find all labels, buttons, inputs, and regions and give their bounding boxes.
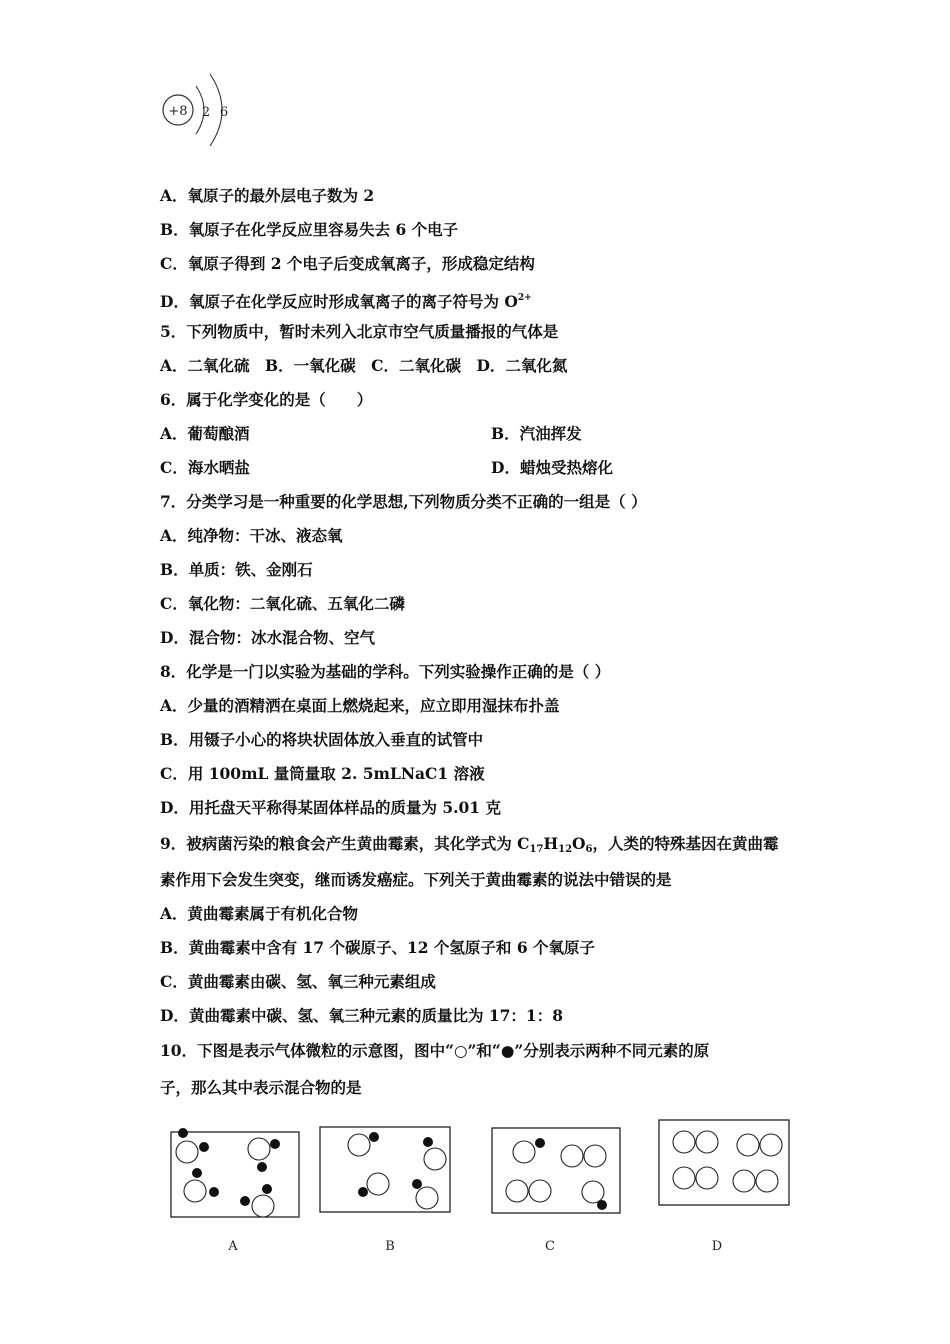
q9-option-a: A．黄曲霉素属于有机化合物 bbox=[160, 904, 359, 923]
diagram-a bbox=[171, 1128, 299, 1217]
q5-stem: 5．下列物质中，暂时未列入北京市空气质量播报的气体是 bbox=[160, 322, 559, 341]
atom-black bbox=[257, 1162, 267, 1172]
q4-option-d-text: D．氧原子在化学反应时形成氧离子的离子符号为 O bbox=[160, 292, 518, 311]
atom-black bbox=[199, 1142, 209, 1152]
atom-white bbox=[696, 1131, 718, 1153]
atom-black bbox=[178, 1128, 188, 1138]
q6-option-b: B．汽油挥发 bbox=[491, 424, 582, 443]
q5-options: A．二氧化硫 B．一氧化碳 C．二氧化碳 D．二氧化氮 bbox=[160, 356, 568, 375]
q9-option-b: B．黄曲霉素中含有 17 个碳原子、12 个氢原子和 6 个氧原子 bbox=[160, 938, 596, 957]
q9-stem-post: ，人类的特殊基因在黄曲霉 bbox=[592, 834, 779, 853]
q8-option-d: D．用托盘天平称得某固体样品的质量为 5.01 克 bbox=[160, 798, 501, 817]
q7-option-d: D．混合物：冰水混合物、空气 bbox=[160, 628, 375, 647]
q7-stem: 7．分类学习是一种重要的化学思想,下列物质分类不正确的一组是（ ） bbox=[160, 492, 647, 511]
q7-option-a: A．纯净物：干冰、液态氧 bbox=[160, 526, 343, 545]
atom-white bbox=[184, 1180, 206, 1202]
diagram-label-a: A bbox=[228, 1239, 238, 1254]
q8-stem: 8．化学是一门以实验为基础的学科。下列实验操作正确的是（ ） bbox=[160, 662, 611, 681]
atom-black bbox=[358, 1187, 368, 1197]
atom-black bbox=[423, 1137, 433, 1147]
q10-particle-diagrams bbox=[160, 1112, 810, 1262]
atom-white bbox=[416, 1187, 438, 1209]
atom-white bbox=[367, 1173, 389, 1195]
q9-stem-pre: 9．被病菌污染的粮食会产生黄曲霉素，其化学式为 C bbox=[160, 834, 530, 853]
atom-black bbox=[209, 1187, 219, 1197]
atom-white bbox=[506, 1180, 528, 1202]
diagram-label-b: B bbox=[385, 1239, 395, 1254]
atom-black bbox=[240, 1196, 250, 1206]
atom-black bbox=[262, 1184, 272, 1194]
q9-option-d: D．黄曲霉素中碳、氢、氧三种元素的质量比为 17：1：8 bbox=[160, 1006, 563, 1025]
atom-white bbox=[696, 1167, 718, 1189]
q10-stem-line1: 10．下图是表示气体微粒的示意图，图中“○”和“●”分别表示两种不同元素的原 bbox=[160, 1041, 710, 1060]
q4-option-d-sup: 2+ bbox=[517, 293, 532, 303]
q8-option-a: A．少量的酒精洒在桌面上燃烧起来，应立即用湿抹布扑盖 bbox=[160, 696, 560, 715]
q10-stem-line2: 子，那么其中表示混合物的是 bbox=[160, 1078, 362, 1097]
atom-white bbox=[348, 1134, 370, 1156]
q9-sub-12: 12 bbox=[558, 844, 573, 855]
atom-white bbox=[673, 1167, 695, 1189]
atom-black bbox=[535, 1138, 545, 1148]
q9-option-c: C．黄曲霉素由碳、氢、氧三种元素组成 bbox=[160, 972, 436, 991]
atom-white bbox=[737, 1134, 759, 1156]
diagram-label-d: D bbox=[711, 1239, 723, 1254]
atom-white bbox=[561, 1145, 583, 1167]
q6-option-a: A．葡萄酿酒 bbox=[160, 424, 250, 443]
oxygen-atom-diagram bbox=[160, 70, 250, 150]
shell1-electrons: 2 bbox=[201, 105, 211, 120]
atom-white bbox=[584, 1145, 606, 1167]
atom-black bbox=[270, 1139, 280, 1149]
atom-black bbox=[412, 1179, 422, 1189]
atom-white bbox=[513, 1141, 535, 1163]
atom-white bbox=[248, 1138, 270, 1160]
q7-option-b: B．单质：铁、金刚石 bbox=[160, 560, 313, 579]
diagram-b bbox=[320, 1127, 450, 1212]
q8-option-c: C．用 100mL 量筒量取 2. 5mLNaC1 溶液 bbox=[160, 764, 485, 783]
q4-option-a: A．氧原子的最外层电子数为 2 bbox=[160, 186, 375, 205]
shell2-electrons: 6 bbox=[219, 105, 229, 120]
q6-option-d: D．蜡烛受热熔化 bbox=[491, 458, 613, 477]
q9-sub-6: 6 bbox=[585, 844, 593, 855]
atom-black bbox=[597, 1200, 607, 1210]
q9-stem-line2: 素作用下会发生突变，继而诱发癌症。下列关于黄曲霉素的说法中错误的是 bbox=[160, 870, 672, 889]
q6-stem: 6．属于化学变化的是（ ） bbox=[160, 390, 373, 409]
atom-white bbox=[582, 1181, 604, 1203]
atom-white bbox=[176, 1141, 198, 1163]
atom-white bbox=[756, 1170, 778, 1192]
diagram-c bbox=[492, 1128, 620, 1213]
atom-white bbox=[673, 1131, 695, 1153]
q4-option-d bbox=[160, 288, 532, 312]
atom-white bbox=[252, 1195, 274, 1217]
q9-sub-17: 17 bbox=[529, 844, 544, 855]
atom-black bbox=[192, 1168, 202, 1178]
atom-white bbox=[760, 1134, 782, 1156]
q9-o: O bbox=[572, 834, 586, 853]
q4-option-c: C．氧原子得到 2 个电子后变成氧离子，形成稳定结构 bbox=[160, 254, 535, 273]
q4-option-b: B．氧原子在化学反应里容易失去 6 个电子 bbox=[160, 220, 459, 239]
diagram-label-c: C bbox=[545, 1239, 555, 1254]
q9-h: H bbox=[543, 834, 559, 853]
q7-option-c: C．氧化物：二氧化硫、五氧化二磷 bbox=[160, 594, 405, 613]
atom-white bbox=[529, 1180, 551, 1202]
nucleus-charge: +8 bbox=[168, 104, 188, 119]
atom-white bbox=[733, 1170, 755, 1192]
atom-black bbox=[369, 1132, 379, 1142]
atom-white bbox=[424, 1148, 446, 1170]
diagram-d bbox=[659, 1120, 789, 1205]
q6-option-c: C．海水晒盐 bbox=[160, 458, 250, 477]
q8-option-b: B．用镊子小心的将块状固体放入垂直的试管中 bbox=[160, 730, 484, 749]
q9-stem-line1 bbox=[160, 834, 779, 860]
